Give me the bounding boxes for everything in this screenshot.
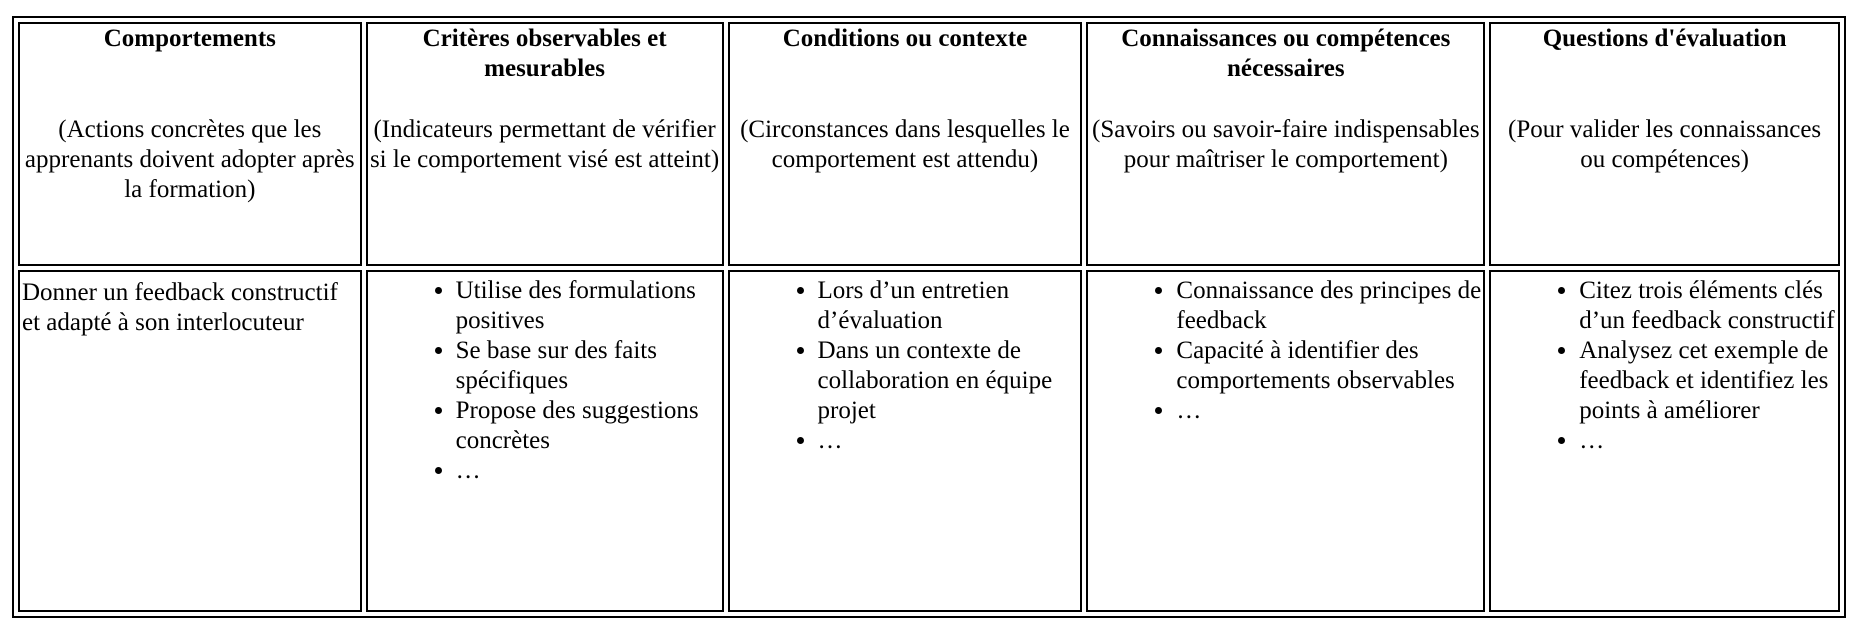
header-title: Critères observables et mesurables [422,25,667,82]
header-title: Conditions ou contexte [782,25,1028,52]
list-item: • … [456,456,720,486]
knowledge-list [1090,276,1481,426]
header-description: (Indicateurs permettant de vérifier si le comportement visé est atteint) [369,116,720,173]
evaluation-table [12,16,1846,618]
behavior-cell [18,270,362,612]
header-description: (Savoirs ou savoir-faire indispensables pour maîtriser le comportement) [1092,116,1480,173]
header-cell-questions [1489,22,1840,266]
header-title: Comportements [103,25,276,52]
header-cell-conditions [728,22,1083,266]
criteria-list [370,276,720,486]
list-item: • Analysez cet exemple de feedback et identifiez les points à améliorer [1579,336,1836,426]
header-cell-criteres [366,22,724,266]
criteria-cell [366,270,724,612]
table-row [18,270,1840,612]
list-item: • Propose des suggestions concrètes [456,396,720,456]
list-item: • Connaissance des principes de feedback [1176,276,1481,336]
header-row [18,22,1840,266]
conditions-list [732,276,1079,456]
header-cell-comportements [18,22,362,266]
list-item: • Lors d’un entretien d’évaluation [818,276,1079,336]
list-item: • Citez trois éléments clés d’un feedback constructif [1579,276,1836,336]
list-item: • Capacité à identifier des comportements observables [1176,336,1481,396]
conditions-cell [728,270,1083,612]
knowledge-cell [1086,270,1485,612]
questions-cell [1489,270,1840,612]
list-item: • … [1579,426,1836,456]
list-item: • Se base sur des faits spécifiques [456,336,720,396]
list-item: • Utilise des formulations positives [456,276,720,336]
questions-list [1493,276,1836,456]
list-item: • Dans un contexte de collaboration en équipe projet [818,336,1079,426]
header-description: (Pour valider les connaissances ou compétences) [1508,116,1822,173]
document-body [12,16,1846,618]
header-title: Connaissances ou compétences nécessaires [1121,25,1451,82]
list-item: • … [1176,396,1481,426]
header-title: Questions d'évaluation [1542,25,1787,52]
header-cell-connaissances [1086,22,1485,266]
header-description: (Actions concrètes que les apprenants doivent adopter après la formation) [24,116,355,203]
list-item: • … [818,426,1079,456]
behavior-text: Donner un feedback constructif et adapté à son interlocuteur [22,279,338,336]
header-description: (Circonstances dans lesquelles le comportement est attendu) [740,116,1070,173]
